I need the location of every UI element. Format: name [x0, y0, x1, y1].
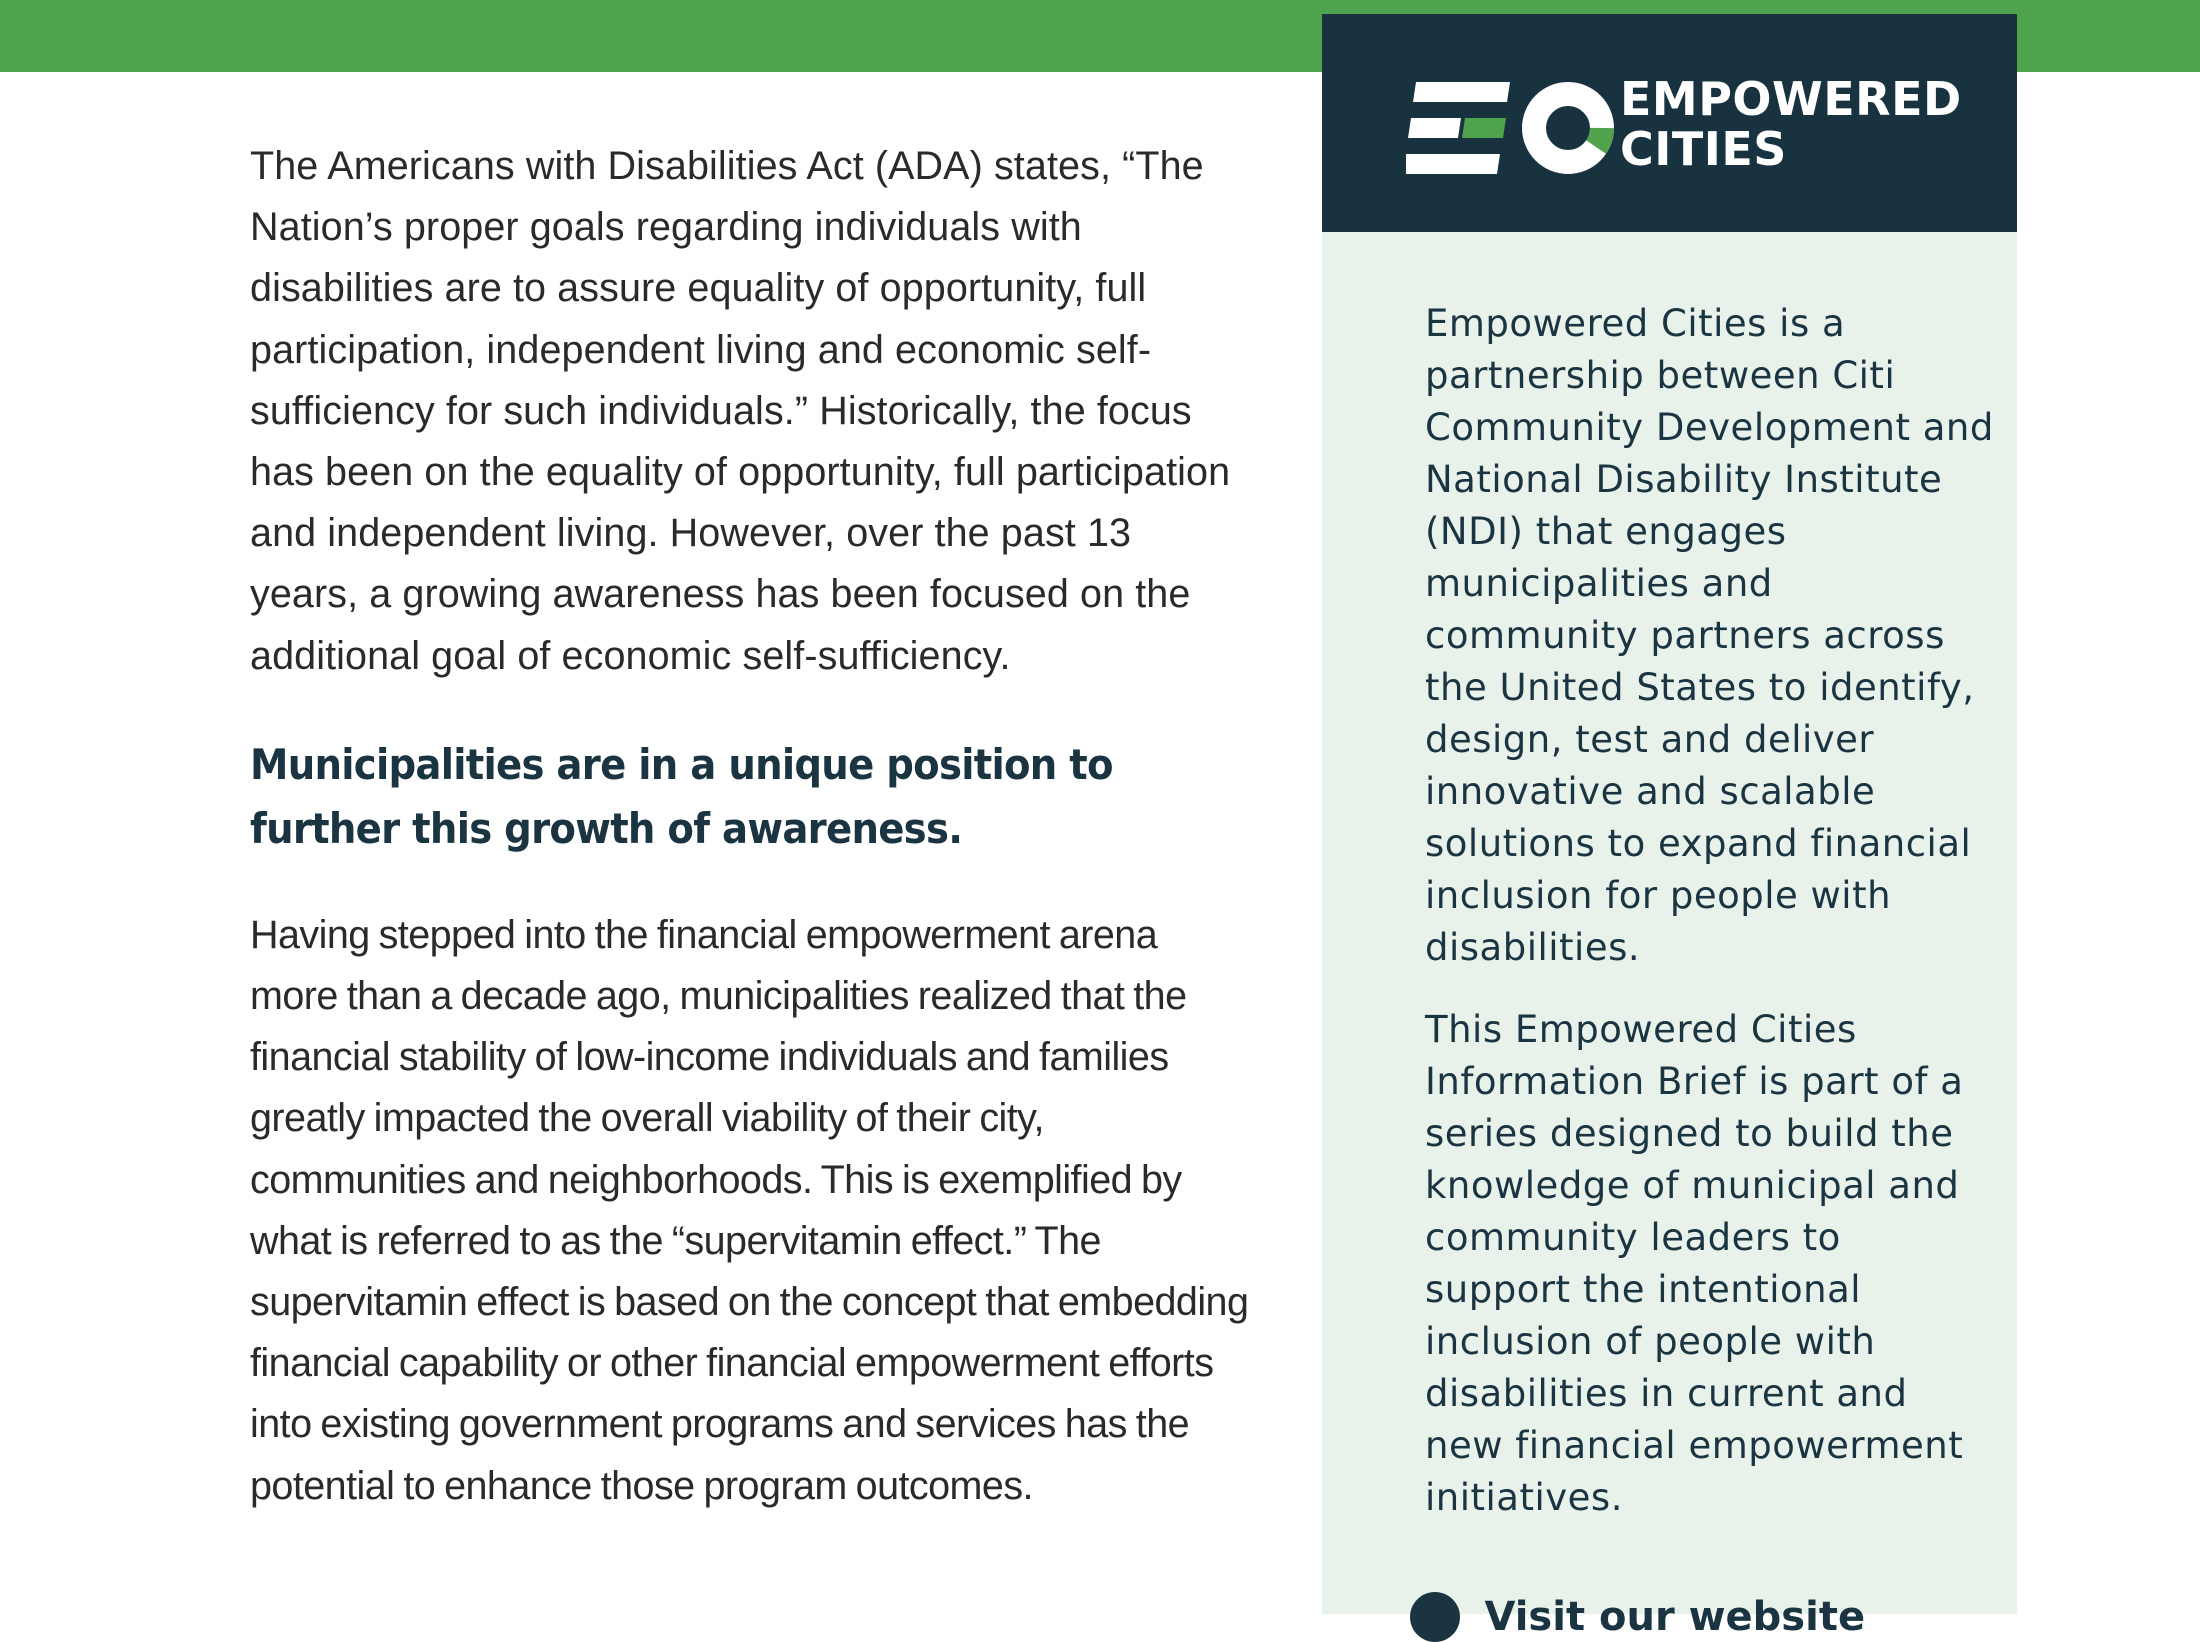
- sidebar-partnership-paragraph: Empowered Cities is a partnership between Citi Community Development and National Disability Institute (NDI) that engages municipalities and community partners across the United States to identify, design, test and deliver innovative and scalable solutions to expand financial inclusion for people with disabilities.: [1425, 302, 1994, 969]
- supervitamin-paragraph: Having stepped into the financial empowerment arena more than a decade ago, municipalities realized that the financial stability of low-income individuals and families greatly impacted the overall viability of their city, communities and neighborhoods. This is exemplified by what is referred to as the “supervitamin effect.” The supervitamin effect is based on the concept that embedding financial capability or other financial empowerment efforts into existing government programs and services has the potential to enhance those program outcomes.: [250, 912, 1249, 1508]
- logo-word-empowered: EMPOWERED: [1620, 72, 1962, 126]
- sidebar-text: [1425, 298, 1995, 1524]
- sidebar-brief-paragraph: This Empowered Cities Information Brief is part of a series designed to build the knowledge of municipal and community leaders to support the intentional inclusion of people with disabilities in current and new financial empowerment initiatives.: [1425, 1008, 1964, 1519]
- empowered-cities-logo-icon: [1406, 80, 1626, 184]
- visit-website-label: Visit our website: [1484, 1594, 1866, 1640]
- sidebar-panel: [1322, 14, 2017, 1640]
- intro-paragraph: The Americans with Disabilities Act (ADA) states, “The Nation’s proper goals regarding individuals with disabilities are to assure equality of opportunity, full participation, independent living and economic self-sufficiency for such individuals.” Historically, the focus has been on the equality of opportunity, full participation and independent living. However, over the past 13 years, a growing awareness has been focused on the additional goal of economic self-sufficiency.: [250, 144, 1231, 678]
- logo-word-cities: CITIES: [1620, 122, 1787, 176]
- logo-header: [1322, 14, 2017, 232]
- main-column: [250, 136, 1250, 1517]
- logo-wordmark: [1620, 74, 1962, 174]
- section-heading: Municipalities are in a unique position to further this growth of awareness.: [250, 739, 1113, 853]
